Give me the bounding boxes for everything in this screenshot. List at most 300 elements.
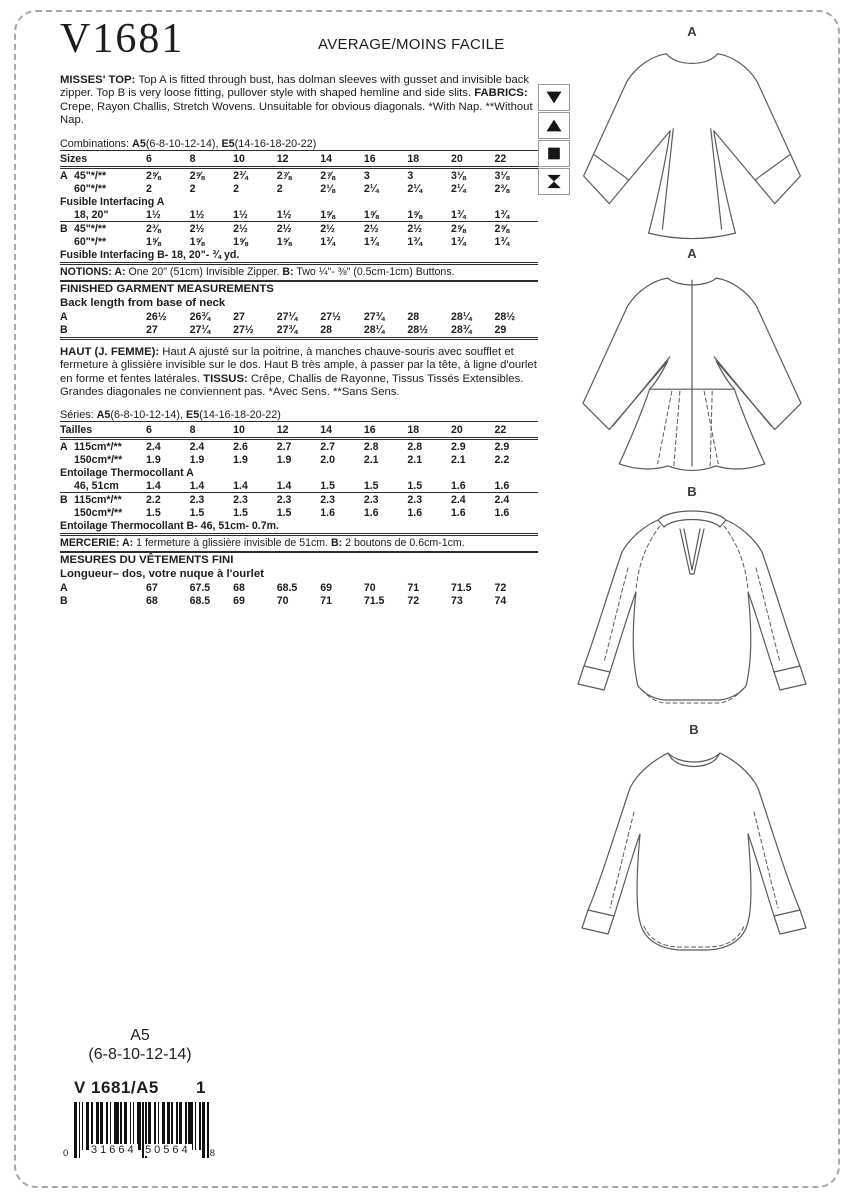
row-label xyxy=(60,183,146,195)
size-column-header: 8 xyxy=(189,152,196,165)
barcode-bar xyxy=(96,1102,99,1150)
text-segment: MISSES' TOP: xyxy=(60,74,139,86)
size-column-header: 14 xyxy=(320,152,333,165)
barcode-bar xyxy=(120,1102,122,1150)
table-value: 1.9 xyxy=(189,453,205,466)
text-segment: E5 xyxy=(186,409,200,422)
mesures-subtitle: Longueur– dos, votre nuque à l'ourlet xyxy=(60,568,264,581)
table-value: 2.3 xyxy=(189,493,205,506)
top-b-back-line-art xyxy=(574,738,814,960)
barcode-bar xyxy=(171,1102,173,1150)
table-value: 69 xyxy=(233,594,245,607)
row-letter: B xyxy=(60,323,68,336)
table-value: 2.4 xyxy=(189,440,205,453)
row-label-text: 46, 51cm xyxy=(74,479,119,492)
table-value: 2.1 xyxy=(407,453,423,466)
table-row xyxy=(60,323,538,340)
table-value: 73 xyxy=(450,594,463,607)
table-value: 2.7 xyxy=(320,440,335,453)
row-label-text: 115cm*/** xyxy=(74,440,122,453)
top-b-front-line-art xyxy=(572,500,812,710)
table-row xyxy=(60,169,538,182)
row-letter xyxy=(60,209,74,221)
row-letter: A xyxy=(60,169,68,182)
table-value: 1.5 xyxy=(320,479,335,492)
text-segment: (6-8-10-12-14), xyxy=(145,138,222,151)
table-value: 1¾ xyxy=(320,235,335,248)
table-value: 2½ xyxy=(276,222,292,235)
table-value: 67.5 xyxy=(189,581,211,594)
table-value: 2.1 xyxy=(363,453,379,466)
row-label xyxy=(60,441,146,453)
table-value: 1.5 xyxy=(146,506,161,519)
table-value: 1⅝ xyxy=(146,235,161,248)
row-label-text: 18, 20" xyxy=(74,208,109,221)
table-value: 1.6 xyxy=(494,506,510,519)
table-value: 2½ xyxy=(233,222,248,235)
table-row xyxy=(60,519,538,536)
garment-drawing-top-b-front xyxy=(572,484,812,710)
combination-code: A5 xyxy=(130,1027,150,1044)
table-value: 28½ xyxy=(494,310,516,323)
barcode-left-digits: 31664 xyxy=(91,1144,137,1156)
size-column-header: 10 xyxy=(233,152,245,165)
row-label-text: 150cm*/** xyxy=(74,453,123,466)
table-value: 1.4 xyxy=(276,479,292,492)
row-label xyxy=(60,454,146,466)
table-value: 72 xyxy=(494,581,507,594)
row-label xyxy=(60,480,146,492)
table-value: 71 xyxy=(320,594,333,607)
table-value: 2½ xyxy=(407,222,423,235)
text-column xyxy=(60,16,538,607)
table-value: 1¾ xyxy=(494,208,510,221)
row-label xyxy=(60,170,146,182)
row-letter xyxy=(60,183,74,195)
top-a-back-line-art xyxy=(570,262,814,476)
table-value: 2.3 xyxy=(276,493,292,506)
table-value: 28½ xyxy=(407,323,428,336)
table-row xyxy=(60,594,538,607)
combination-sizes: (6-8-10-12-14) xyxy=(88,1046,192,1063)
figure-label: B xyxy=(689,722,699,737)
size-column-header: 8 xyxy=(189,423,196,436)
row-label xyxy=(60,324,146,336)
table-value: 2.9 xyxy=(450,440,466,453)
combination-block xyxy=(70,1026,210,1064)
garment-drawing-top-a-front xyxy=(570,24,814,242)
table-value: 1⅝ xyxy=(276,235,292,248)
table-value: 2 xyxy=(276,182,283,195)
table-value: 2⅝ xyxy=(450,222,466,235)
size-column-header: 22 xyxy=(494,423,507,436)
table-value: 74 xyxy=(494,594,507,607)
hourglass-icon xyxy=(538,168,570,195)
row-label-text: 45"*/** xyxy=(74,169,107,182)
table-value: 1½ xyxy=(189,208,205,221)
table-value: 29 xyxy=(494,323,507,336)
description-english xyxy=(60,74,538,127)
mesures-table xyxy=(60,581,538,607)
table-value: 26½ xyxy=(146,310,167,323)
size-column-header: 20 xyxy=(450,423,463,436)
table-value: 1.9 xyxy=(233,453,248,466)
table-value: 1.5 xyxy=(276,506,292,519)
text-segment: B: xyxy=(331,537,343,550)
barcode-bar xyxy=(185,1102,187,1150)
table-value: 2½ xyxy=(320,222,335,235)
sheet-number: 1 xyxy=(196,1078,206,1097)
row-letter: B xyxy=(60,222,68,235)
table-value: 2.4 xyxy=(494,493,510,506)
text-segment: (14-16-18-20-22) xyxy=(199,409,281,422)
table-value: 1.5 xyxy=(407,479,423,492)
title-row xyxy=(60,16,538,68)
table-span-label: Fusible Interfacing A xyxy=(60,195,165,208)
table-value: 1¾ xyxy=(450,208,466,221)
table-value: 1⅝ xyxy=(407,208,423,221)
text-segment: (6-8-10-12-14), xyxy=(110,409,187,422)
combinations-line xyxy=(60,138,538,150)
text-segment: 2 boutons de 0.6cm-1cm. xyxy=(342,537,465,550)
table-row xyxy=(60,506,538,519)
table-row xyxy=(60,453,538,466)
table-row xyxy=(60,208,538,221)
table-value: 1¾ xyxy=(363,235,379,248)
size-column-header: 10 xyxy=(233,423,245,436)
garment-drawing-top-b-back xyxy=(574,722,814,960)
yardage-table-french xyxy=(60,421,538,536)
table-value: 1.6 xyxy=(450,479,466,492)
size-header-label: Sizes xyxy=(60,152,88,165)
row-letter: A xyxy=(60,440,68,453)
down-triangle-icon xyxy=(538,84,570,111)
text-segment: NOTIONS: A: xyxy=(60,266,126,279)
size-table-header-row xyxy=(60,421,538,440)
table-value: 1.5 xyxy=(363,479,379,492)
row-label xyxy=(60,223,146,235)
table-value: 1.6 xyxy=(494,479,510,492)
table-value: 28 xyxy=(407,310,420,323)
table-value: 2¼ xyxy=(450,182,466,195)
barcode-bar xyxy=(100,1102,103,1150)
row-label xyxy=(60,209,146,221)
table-value: 2½ xyxy=(189,222,205,235)
table-value: 2.2 xyxy=(494,453,510,466)
notions-line xyxy=(60,265,538,282)
table-value: 1.6 xyxy=(450,506,466,519)
text-segment: (14-16-18-20-22) xyxy=(234,138,317,151)
table-row xyxy=(60,466,538,479)
table-value: 67 xyxy=(146,581,158,594)
row-label-text: 60"*/** xyxy=(74,235,107,248)
row-label xyxy=(60,507,146,519)
table-value: 1½ xyxy=(276,208,292,221)
size-column-header: 6 xyxy=(146,152,152,165)
barcode-bar xyxy=(148,1102,151,1150)
table-value: 2⅞ xyxy=(276,169,292,182)
table-row xyxy=(60,182,538,195)
size-column-header: 12 xyxy=(276,152,289,165)
table-value: 72 xyxy=(407,594,420,607)
size-column-header: 16 xyxy=(363,152,376,165)
table-row xyxy=(60,221,538,235)
text-segment: E5 xyxy=(221,138,235,151)
top-a-front-line-art xyxy=(570,40,814,242)
size-column-header: 14 xyxy=(320,423,333,436)
table-value: 2.8 xyxy=(363,440,379,453)
table-value: 2⅝ xyxy=(494,222,510,235)
table-value: 1⅝ xyxy=(189,235,205,248)
table-value: 2.9 xyxy=(494,440,510,453)
table-value: 1⅝ xyxy=(363,208,379,221)
table-value: 2½ xyxy=(363,222,379,235)
table-value: 2¼ xyxy=(407,182,423,195)
text-segment: Séries: xyxy=(60,409,97,422)
row-label-text: 45"*/** xyxy=(74,222,107,235)
size-column-header: 12 xyxy=(276,423,289,436)
text-segment: HAUT (J. FEMME): xyxy=(60,346,163,359)
size-header-label: Tailles xyxy=(60,423,93,436)
table-value: 2.2 xyxy=(146,493,161,506)
barcode-bar xyxy=(179,1102,182,1150)
finished-measurements-subtitle: Back length from base of neck xyxy=(60,297,226,310)
table-row xyxy=(60,479,538,492)
text-segment: A5 xyxy=(132,138,146,151)
table-value: 2 xyxy=(189,182,196,195)
table-value: 1.9 xyxy=(276,453,292,466)
table-value: 2⅞ xyxy=(320,169,335,182)
fabric-nap-symbols xyxy=(538,84,570,196)
barcode-bar xyxy=(124,1102,127,1150)
barcode-bar xyxy=(176,1102,178,1150)
barcode-bar xyxy=(137,1102,140,1150)
sku-row xyxy=(74,1078,206,1098)
row-label xyxy=(60,582,146,594)
table-value: 71 xyxy=(407,581,420,594)
series-line xyxy=(60,409,538,421)
table-value: 27 xyxy=(233,310,245,323)
table-value: 2 xyxy=(146,182,152,195)
table-value: 68.5 xyxy=(189,594,211,607)
mesures-title: MESURES DU VÊTEMENTS FINI xyxy=(60,554,234,567)
table-value: 1½ xyxy=(233,208,248,221)
table-value: 68.5 xyxy=(276,581,298,594)
size-column-header: 18 xyxy=(407,423,420,436)
table-value: 1.6 xyxy=(363,506,379,519)
row-letter: A xyxy=(60,581,68,594)
table-value: 28¼ xyxy=(363,323,385,336)
square-icon xyxy=(538,140,570,167)
table-value: 3⅛ xyxy=(450,169,466,182)
table-value: 68 xyxy=(146,594,158,607)
size-column-header: 16 xyxy=(363,423,376,436)
table-value: 2⅜ xyxy=(146,222,161,235)
text-segment: TISSUS: xyxy=(203,372,251,385)
text-segment: One 20" (51cm) Invisible Zipper. xyxy=(125,266,283,279)
table-value: 1¾ xyxy=(494,235,510,248)
table-value: 28¾ xyxy=(450,323,472,336)
barcode-bar xyxy=(91,1102,93,1150)
figure-label: A xyxy=(687,24,697,39)
table-value: 2.7 xyxy=(276,440,292,453)
table-value: 27½ xyxy=(320,310,341,323)
row-letter: B xyxy=(60,594,68,607)
table-value: 2.3 xyxy=(363,493,379,506)
row-letter xyxy=(60,454,74,466)
text-segment: Crêpe, Challis de Rayonne, Tissus Tissés Extensibles. Grandes diagonales ne conviennent pas. *Avec Sens. **Sans Sens. xyxy=(60,372,524,399)
row-letter: B xyxy=(60,493,68,506)
difficulty-label: AVERAGE/MOINS FACILE xyxy=(318,36,505,53)
barcode-bar xyxy=(188,1102,193,1150)
barcode-bar xyxy=(110,1102,112,1150)
pattern-number: V1681 xyxy=(60,16,185,62)
yardage-table-english xyxy=(60,150,538,265)
text-segment: B: xyxy=(282,266,294,279)
table-value: 2¼ xyxy=(363,182,379,195)
table-value: 1½ xyxy=(146,208,161,221)
description-french xyxy=(60,346,538,399)
sku-code: V 1681/A5 xyxy=(74,1078,159,1097)
barcode-bar xyxy=(167,1102,170,1150)
table-value: 2.3 xyxy=(233,493,248,506)
barcode-lead-digit: 0 xyxy=(63,1148,69,1159)
barcode-bar xyxy=(74,1102,77,1158)
table-value: 1.5 xyxy=(233,506,248,519)
table-row xyxy=(60,235,538,248)
table-value: 3⅛ xyxy=(494,169,510,182)
size-column-header: 18 xyxy=(407,152,420,165)
table-value: 68 xyxy=(233,581,245,594)
table-row xyxy=(60,310,538,323)
table-value: 1.6 xyxy=(320,506,335,519)
table-span-label: Fusible Interfacing B- 18, 20"- ¾ yd. xyxy=(60,248,240,261)
barcode-bar xyxy=(162,1102,165,1150)
text-segment: Haut A ajusté sur la poitrine, à manches chauve-souris avec soufflet et fermeture à glissière invisible sur le dos. Haut B très ample, à passer par la tête, à ligne d'ourlet en forme et fentes latérales. xyxy=(60,346,537,385)
table-row xyxy=(60,195,538,208)
table-value: 1.4 xyxy=(146,479,161,492)
table-value: 2.8 xyxy=(407,440,423,453)
table-value: 2.3 xyxy=(320,493,335,506)
table-value: 1⅝ xyxy=(233,235,248,248)
table-value: 28¼ xyxy=(450,310,472,323)
barcode-bar xyxy=(79,1102,81,1158)
table-value: 27¾ xyxy=(363,310,385,323)
text-segment: FABRICS: xyxy=(474,87,528,100)
text-segment: A5 xyxy=(96,409,111,422)
text-segment: Crepe, Rayon Challis, Stretch Wovens. Unsuitable for obvious diagonals. *With Nap. **Without Nap. xyxy=(60,100,533,126)
size-column-header: 6 xyxy=(146,423,152,436)
row-letter xyxy=(60,236,74,248)
table-span-label: Entoilage Thermocollant A xyxy=(60,466,194,479)
table-value: 3 xyxy=(407,169,414,182)
upc-barcode xyxy=(63,1102,215,1159)
text-segment: 1 fermeture à glissière invisible de 51cm. xyxy=(133,537,332,550)
figure-label: B xyxy=(687,484,697,499)
row-label-text: 60"*/** xyxy=(74,182,107,195)
table-value: 27 xyxy=(146,323,158,336)
table-value: 26¾ xyxy=(189,310,211,323)
table-value: 69 xyxy=(320,581,333,594)
row-label-text: 150cm*/** xyxy=(74,506,123,519)
barcode-bar xyxy=(195,1102,197,1150)
barcode-right-digits: 50564 xyxy=(145,1144,191,1156)
table-value: 2⅛ xyxy=(320,182,335,195)
row-letter xyxy=(60,480,74,492)
row-label xyxy=(60,595,146,607)
up-triangle-icon xyxy=(538,112,570,139)
table-value: 2.3 xyxy=(407,493,423,506)
table-value: 3 xyxy=(363,169,370,182)
barcode-bar xyxy=(154,1102,156,1150)
table-row xyxy=(60,581,538,594)
table-value: 2 xyxy=(233,182,240,195)
table-value: 27¼ xyxy=(276,310,298,323)
table-value: 71.5 xyxy=(450,581,472,594)
row-letter: A xyxy=(60,310,68,323)
garment-drawing-top-a-back xyxy=(570,246,814,476)
table-value: 2.1 xyxy=(450,453,466,466)
table-value: 1.9 xyxy=(146,453,161,466)
table-value: 28 xyxy=(320,323,333,336)
mercerie-line xyxy=(60,536,538,553)
table-row xyxy=(60,492,538,506)
size-table-header-row xyxy=(60,150,538,169)
barcode-bar xyxy=(86,1102,89,1150)
barcode-check-digit: 8 xyxy=(209,1148,215,1159)
table-value: 2⅝ xyxy=(146,169,161,182)
barcode-bar xyxy=(158,1102,160,1150)
table-value: 2.4 xyxy=(450,493,466,506)
barcode-bar xyxy=(202,1102,205,1158)
table-value: 2⅝ xyxy=(189,169,205,182)
table-value: 1¾ xyxy=(407,235,423,248)
text-segment: MERCERIE: A: xyxy=(60,537,134,550)
barcode-bar xyxy=(114,1102,119,1150)
text-segment: Two ¼"- ⅜" (0.5cm-1cm) Buttons. xyxy=(293,266,455,279)
text-segment: Combinations: xyxy=(60,138,133,151)
table-value: 71.5 xyxy=(363,594,385,607)
row-letter xyxy=(60,507,74,519)
size-column-header: 22 xyxy=(494,152,507,165)
barcode-bar xyxy=(199,1102,201,1150)
row-label xyxy=(60,236,146,248)
table-value: 27¼ xyxy=(189,323,211,336)
finished-measurements-table xyxy=(60,310,538,340)
row-label-text: 115cm*/** xyxy=(74,493,122,506)
table-value: 1.5 xyxy=(189,506,205,519)
row-label xyxy=(60,311,146,323)
table-value: 2⅜ xyxy=(494,182,510,195)
row-label xyxy=(60,494,146,506)
table-value: 2¾ xyxy=(233,169,248,182)
size-column-header: 20 xyxy=(450,152,463,165)
barcode-bar xyxy=(133,1102,135,1150)
table-value: 1⅝ xyxy=(320,208,335,221)
table-value: 27¾ xyxy=(276,323,298,336)
table-value: 2.0 xyxy=(320,453,335,466)
barcode-bar xyxy=(106,1102,108,1150)
table-value: 70 xyxy=(276,594,289,607)
table-value: 1.6 xyxy=(407,506,423,519)
table-row xyxy=(60,248,538,265)
table-value: 1.4 xyxy=(189,479,205,492)
table-value: 27½ xyxy=(233,323,254,336)
table-value: 1.4 xyxy=(233,479,248,492)
barcode-bars xyxy=(74,1102,209,1150)
table-value: 1¾ xyxy=(450,235,466,248)
table-value: 2.6 xyxy=(233,440,248,453)
